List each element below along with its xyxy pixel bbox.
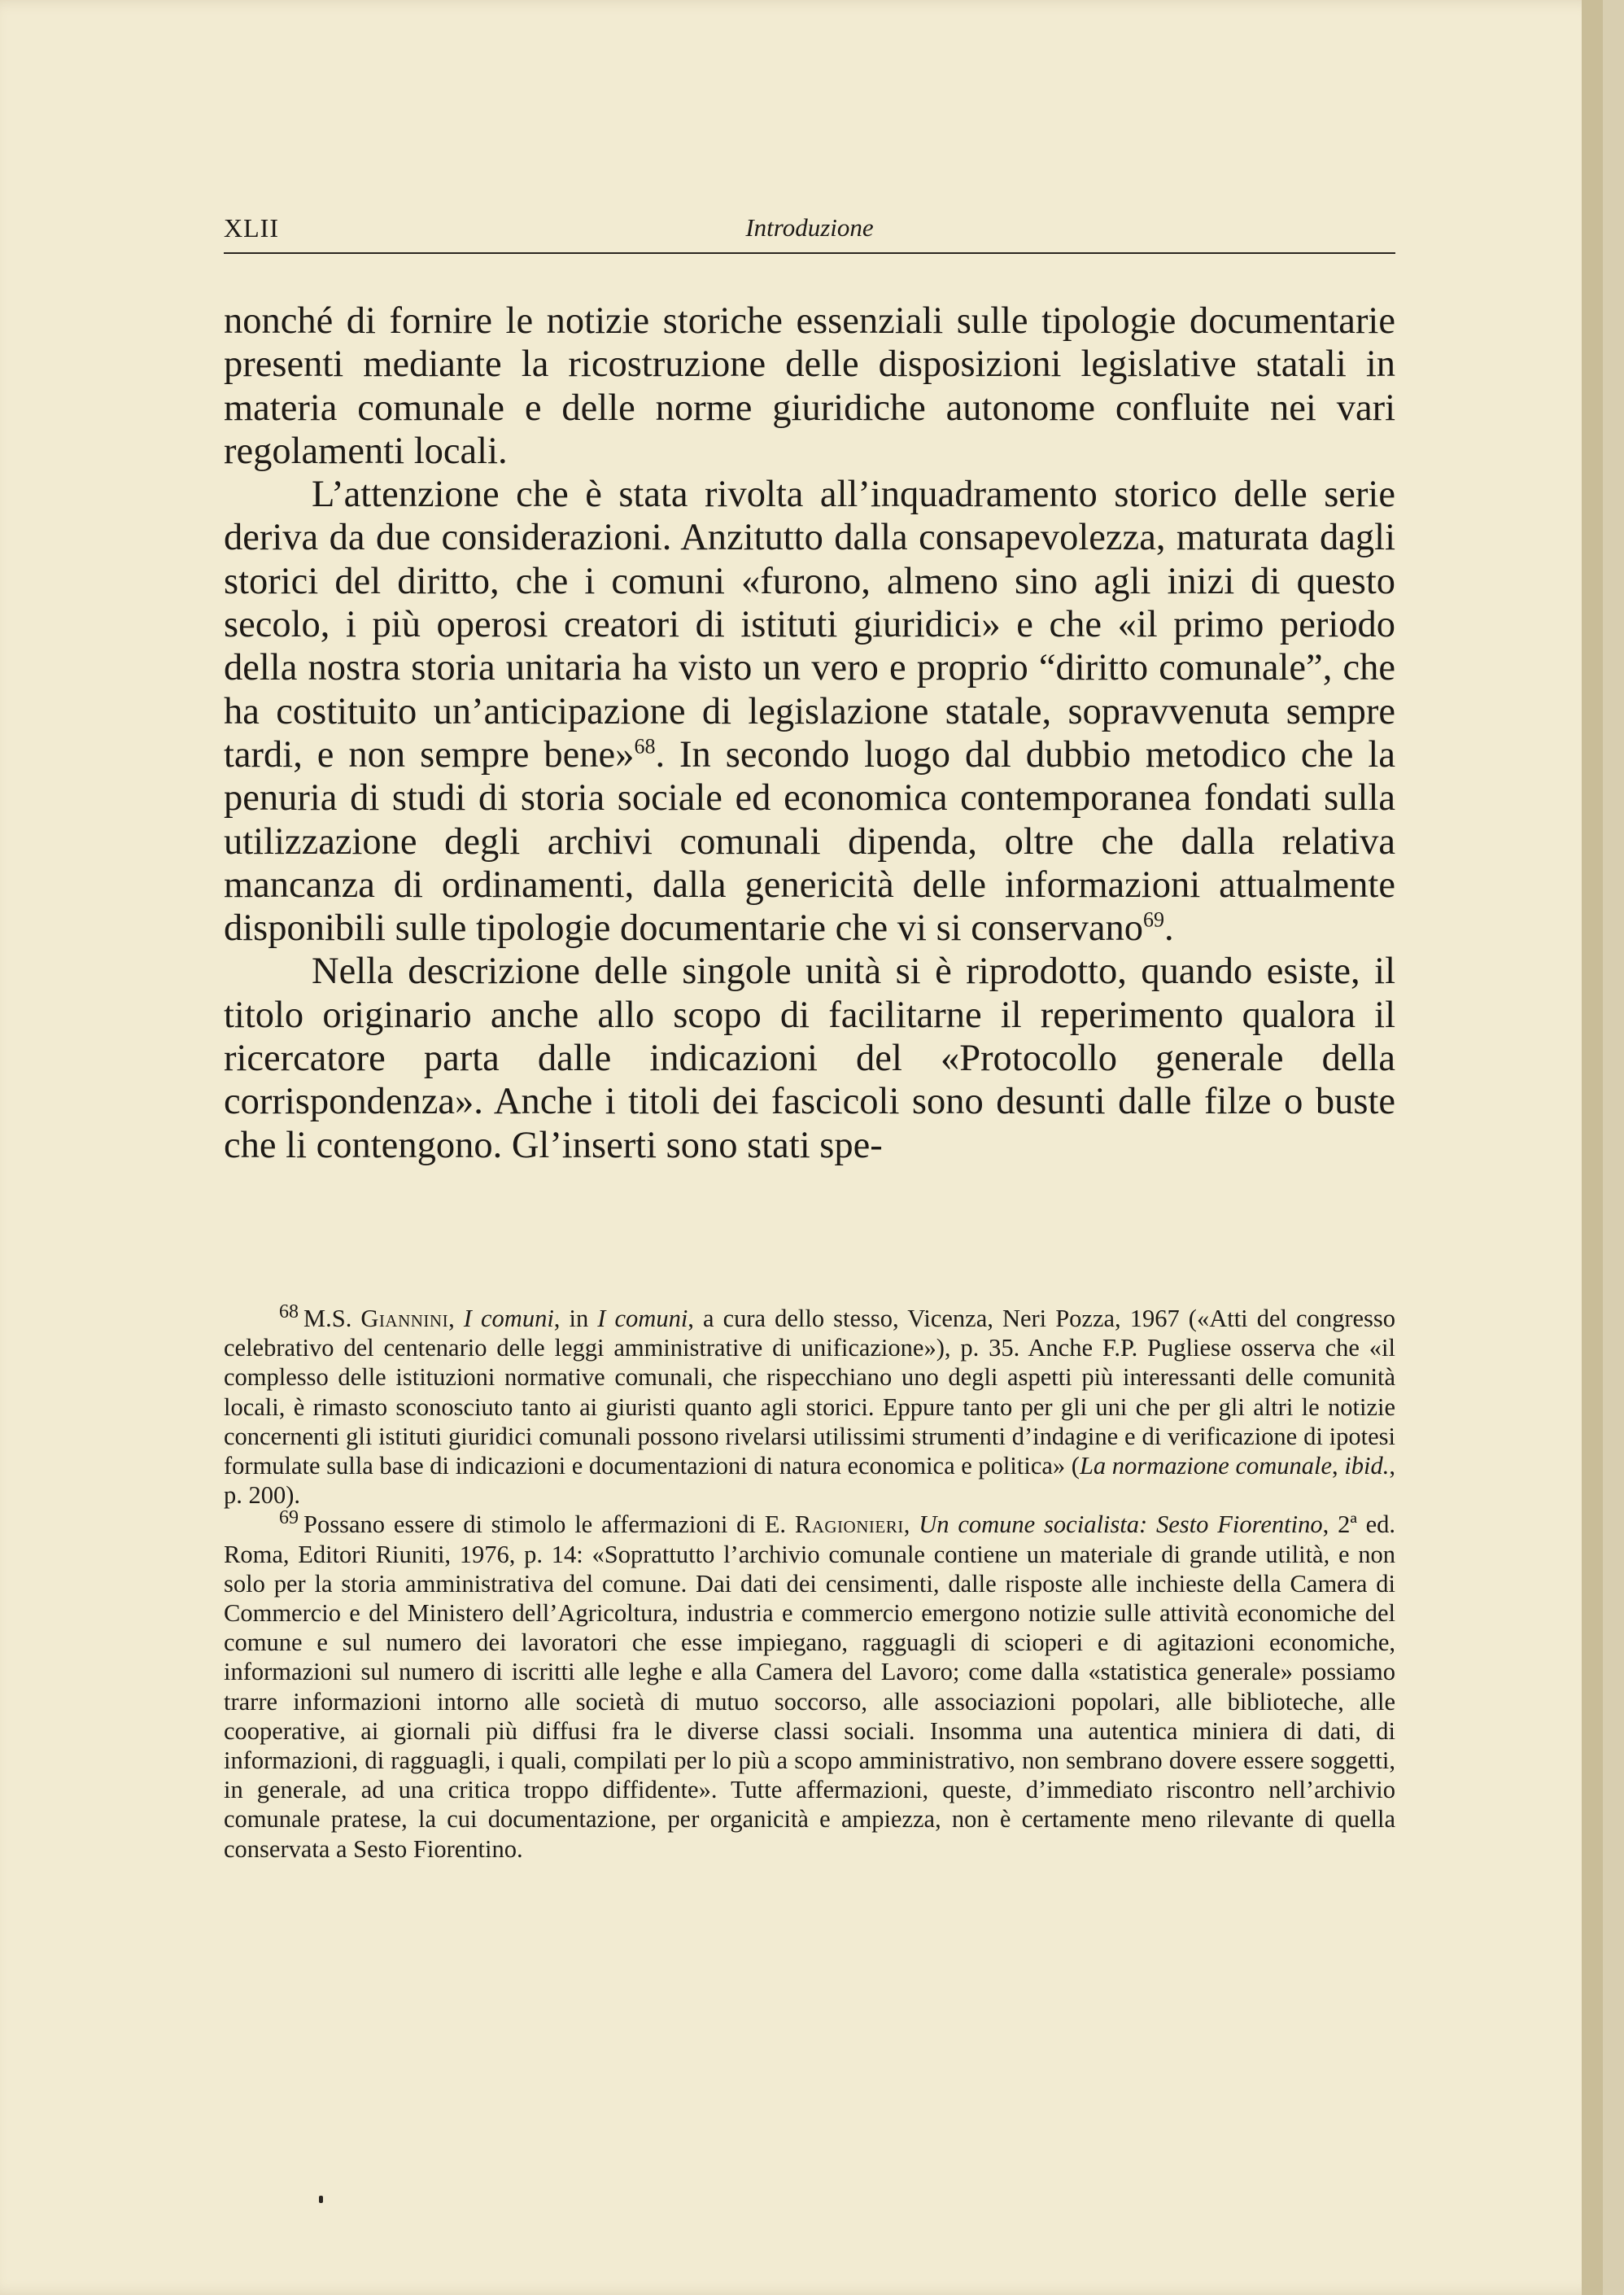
running-header xyxy=(224,213,1395,254)
footnote-68 xyxy=(224,1300,1395,1510)
footnote-68-title: I comuni xyxy=(463,1305,554,1332)
footnote-68-text: , p. 200). xyxy=(224,1452,1395,1510)
footnotes xyxy=(224,1300,1396,1864)
footnote-69-author: Ragionieri xyxy=(794,1510,904,1539)
running-title: Introduzione xyxy=(745,213,874,242)
footnote-ref-68: 68 xyxy=(634,734,656,758)
footnote-68-author: Giannini xyxy=(360,1305,449,1332)
footnote-68-title: La normazione comunale xyxy=(1079,1452,1333,1480)
paragraph-1: nonché di fornire le notizie storiche essenziali sulle tipologie documentarie presenti mediante la ricostruzione delle disposizioni legislative statali in materia comunale e delle norme giuridiche autonome confluite nei vari regolamenti locali. xyxy=(224,300,1395,472)
footnote-69-text: Possano essere di stimolo le affermazioni di E. xyxy=(303,1510,795,1539)
footnote-69 xyxy=(224,1507,1396,1863)
footnote-68-text: M.S. xyxy=(303,1305,361,1332)
footnote-69-number: 69 xyxy=(279,1507,299,1529)
paragraph-2-part-a: L’attenzione che è stata rivolta all’inquadramento storico delle serie deriva da due considerazioni. Anzitutto dalla consapevolezza, maturata dagli storici del diritto, che i comuni «furono, almeno sino agli inizi di questo secolo, i più operosi creatori di istituti giuridici» e che «il primo periodo della nostra storia unitaria ha visto un vero e proprio “diritto comunale”, che ha costituito un’anticipazione di legislazione statale, sopravvenuta sempre tardi, e non sempre bene» xyxy=(224,474,1395,776)
footnote-68-title: I comuni xyxy=(597,1305,688,1332)
footnote-68-text: , xyxy=(1332,1452,1345,1480)
page-edge xyxy=(1582,0,1603,2295)
page-number: XLII xyxy=(224,213,279,243)
footnote-68-ibid: ibid. xyxy=(1344,1452,1390,1480)
footnote-68-text: , in xyxy=(553,1305,598,1332)
footnote-69-title: Un comune socialista: Sesto Fiorentino xyxy=(919,1510,1323,1539)
ink-mark xyxy=(319,2196,323,2203)
footnote-68-text: , xyxy=(448,1305,464,1332)
paragraph-2-part-c: . xyxy=(1163,907,1174,950)
footnote-69-text: , xyxy=(903,1510,919,1539)
paragraph-2 xyxy=(224,473,1395,950)
footnote-ref-69: 69 xyxy=(1142,907,1164,932)
paragraph-2-part-b: . In secondo luogo dal dubbio metodico che la penuria di studi di storia sociale ed economica contemporanea fondati sulla utilizzazione degli archivi comunali dipenda, oltre che dalla relativa mancanza di ordinamenti, dalla genericità delle informazioni attualmente disponibili sulle tipologie documentarie che vi si conservano xyxy=(224,733,1395,950)
footnote-69-text: , 2ª ed. Roma, Editori Riuniti, 1976, p. 14: «Soprattutto l’archivio comunale contiene un materiale di grande utilità, e non solo per la storia amministrativa del comune. Dai dati dei censimenti, dalle risposte alle inchieste della Camera di Commercio e del Ministero dell’Agricoltura, industria e commercio emergono notizie sulle attività economiche del comune e sul numero dei lavoratori che esse impiegano, ragguagli di scioperi e di agitazioni economiche, informazioni sul numero di iscritti alle leghe e alla Camera del Lavoro; come dalla «statistica generale» possiamo trarre informazioni intorno alle società di mutuo soccorso, alle associazioni popolari, alle biblioteche, alle cooperative, ai giornali più diffusi fra le diverse classi sociali. Insomma una autentica miniera di dati, di informazioni, di ragguagli, i quali, compilati per lo più a scopo amministrativo, non sembrano dovere essere soggetti, in generale, ad una critica troppo diffidente». Tutte affermazioni, queste, d’immediato riscontro nell’archivio comunale pratese, la cui documentazione, per organicità e ampiezza, non è certamente meno rilevante di quella conservata a Sesto Fiorentino. xyxy=(224,1510,1396,1863)
main-text xyxy=(224,299,1395,1167)
footnote-68-number: 68 xyxy=(279,1300,299,1322)
paragraph-3: Nella descrizione delle singole unità si è riprodotto, quando esiste, il titolo originario anche allo scopo di facilitarne il reperimento qualora il ricercatore parta dalle indicazioni del «Protocollo generale della corrispondenza». Anche i titoli dei fascicoli sono desunti dalle filze o buste che li contengono. Gl’inserti sono stati spe- xyxy=(224,951,1395,1166)
footnote-68-text: , a cura dello stesso, Vicenza, Neri Pozza, 1967 («Atti del congresso celebrativo del centenario delle leggi amministrative di unificazione»), p. 35. Anche F.P. Pugliese osserva che «il complesso delle istituzioni normative comunali, che rispecchiano uno degli aspetti più interessanti delle comunità locali, è rimasto sconosciuto tanto ai giuristi quanto agli storici. Eppure tanto per gli uni che per gli altri le notizie concernenti gli istituti giuridici comunali possono rivelarsi utilissimi strumenti d’indagine e di verificazione di ipotesi formulate sulla base di indicazioni e documentazioni di natura economica e politica» ( xyxy=(224,1305,1395,1480)
